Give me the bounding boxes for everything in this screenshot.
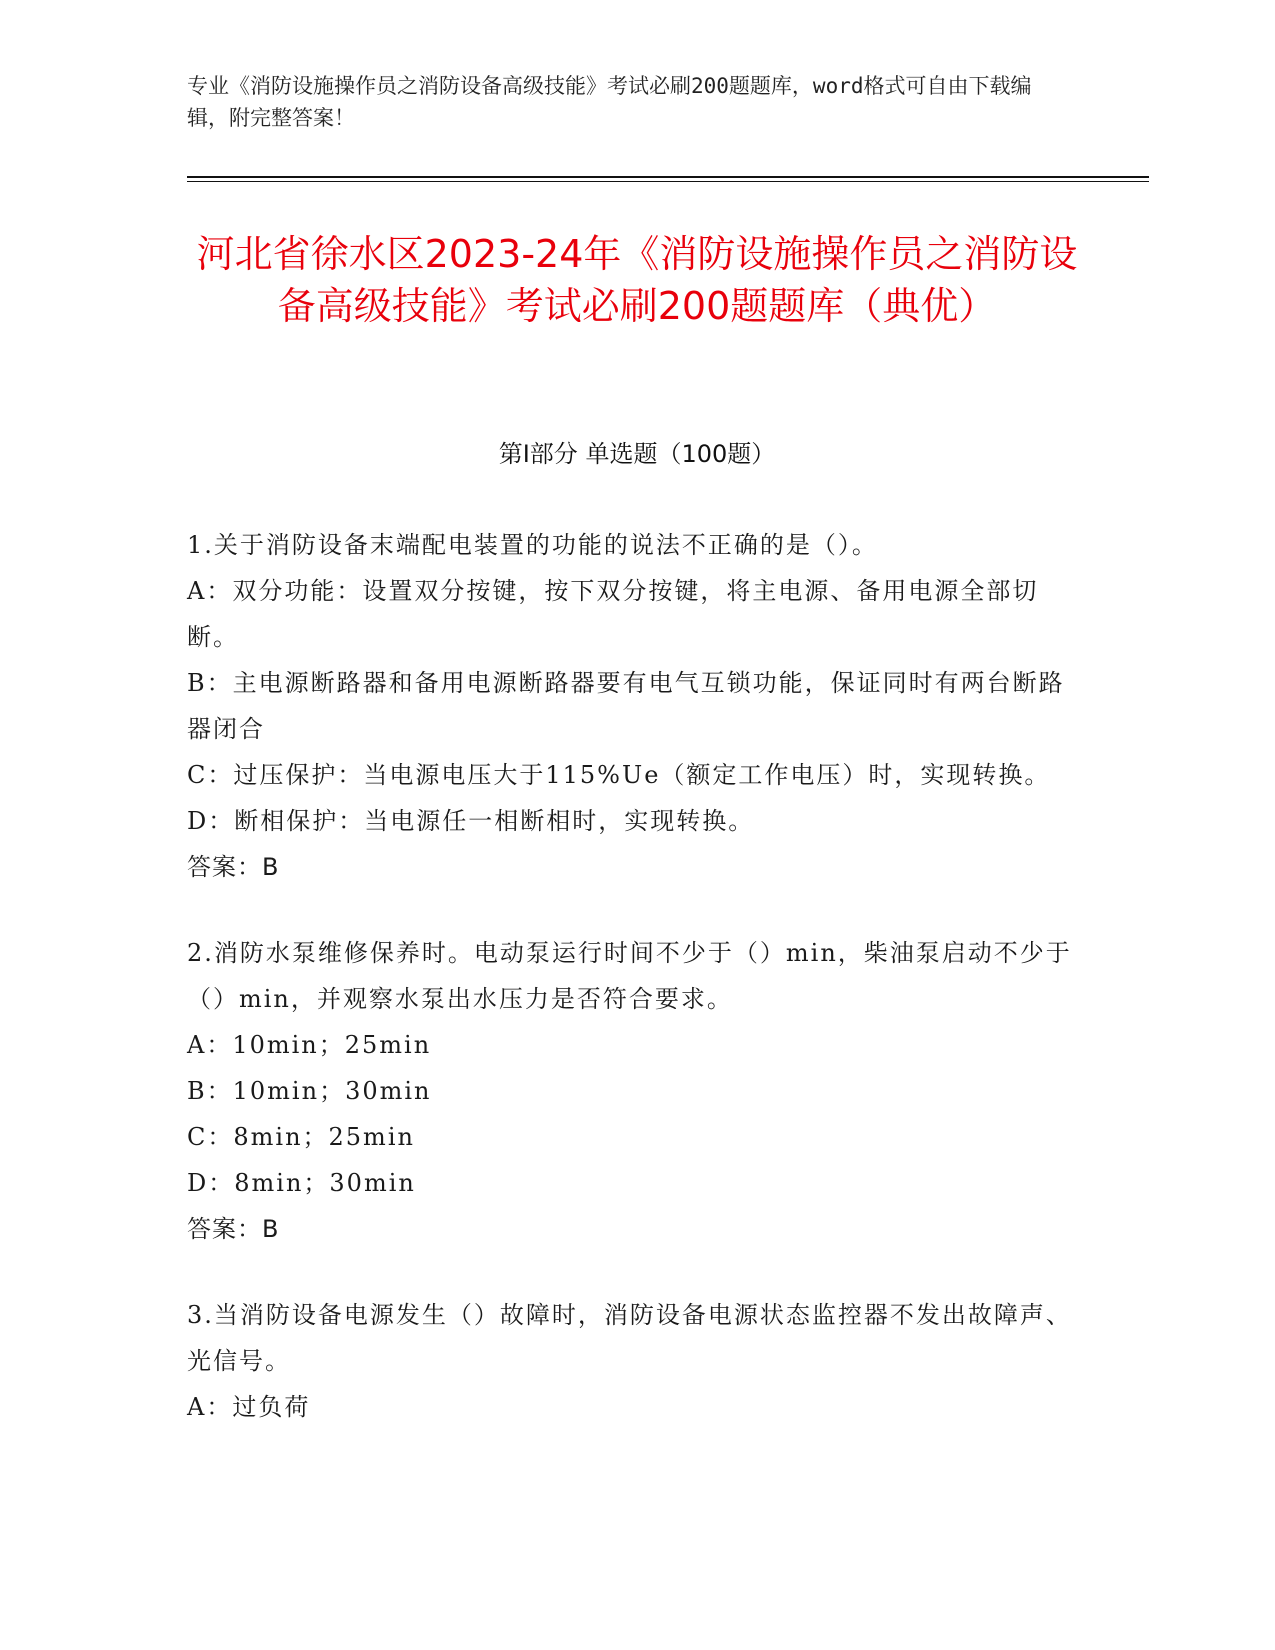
question-list [187,522,1077,1430]
question-1 [187,522,1077,890]
question-option-c: C：过压保护：当电源电压大于115%Ue（额定工作电压）时，实现转换。 [187,761,1051,789]
question-option-a: A：过负荷 [187,1393,311,1421]
question-stem: 3.当消防设备电源发生（）故障时，消防设备电源状态监控器不发出故障声、光信号。 [187,1301,1072,1375]
question-option-b: B：主电源断路器和备用电源断路器要有电气互锁功能，保证同时有两台断路器闭合 [187,669,1065,743]
question-option-d: D：断相保护：当电源任一相断相时，实现转换。 [187,807,755,835]
question-option-a: A：10min；25min [187,1031,432,1059]
question-option-c: C：8min；25min [187,1123,415,1151]
section-title: 第Ⅰ部分 单选题（100题） [498,440,776,468]
question-3 [187,1292,1077,1430]
question-option-d: D：8min；30min [187,1169,416,1197]
question-option-a: A：双分功能：设置双分按键，按下双分按键，将主电源、备用电源全部切断。 [187,577,1039,651]
header-rule-thin [187,181,1149,182]
question-stem: 1.关于消防设备末端配电装置的功能的说法不正确的是（）。 [187,531,878,559]
question-option-b: B：10min；30min [187,1077,432,1105]
document-title: 河北省徐水区2023-24年《消防设施操作员之消防设备高级技能》考试必刷200题题库（典优） [196,232,1078,328]
question-2 [187,930,1077,1252]
header-note: 专业《消防设施操作员之消防设备高级技能》考试必刷200题题库，word格式可自由下载编辑，附完整答案！ [187,74,1032,130]
header-rule-thick [187,176,1149,178]
question-answer: 答案：B [187,853,280,881]
question-stem: 2.消防水泵维修保养时。电动泵运行时间不少于（）min，柴油泵启动不少于（）min，并观察水泵出水压力是否符合要求。 [187,939,1072,1013]
question-answer: 答案：B [187,1215,280,1243]
